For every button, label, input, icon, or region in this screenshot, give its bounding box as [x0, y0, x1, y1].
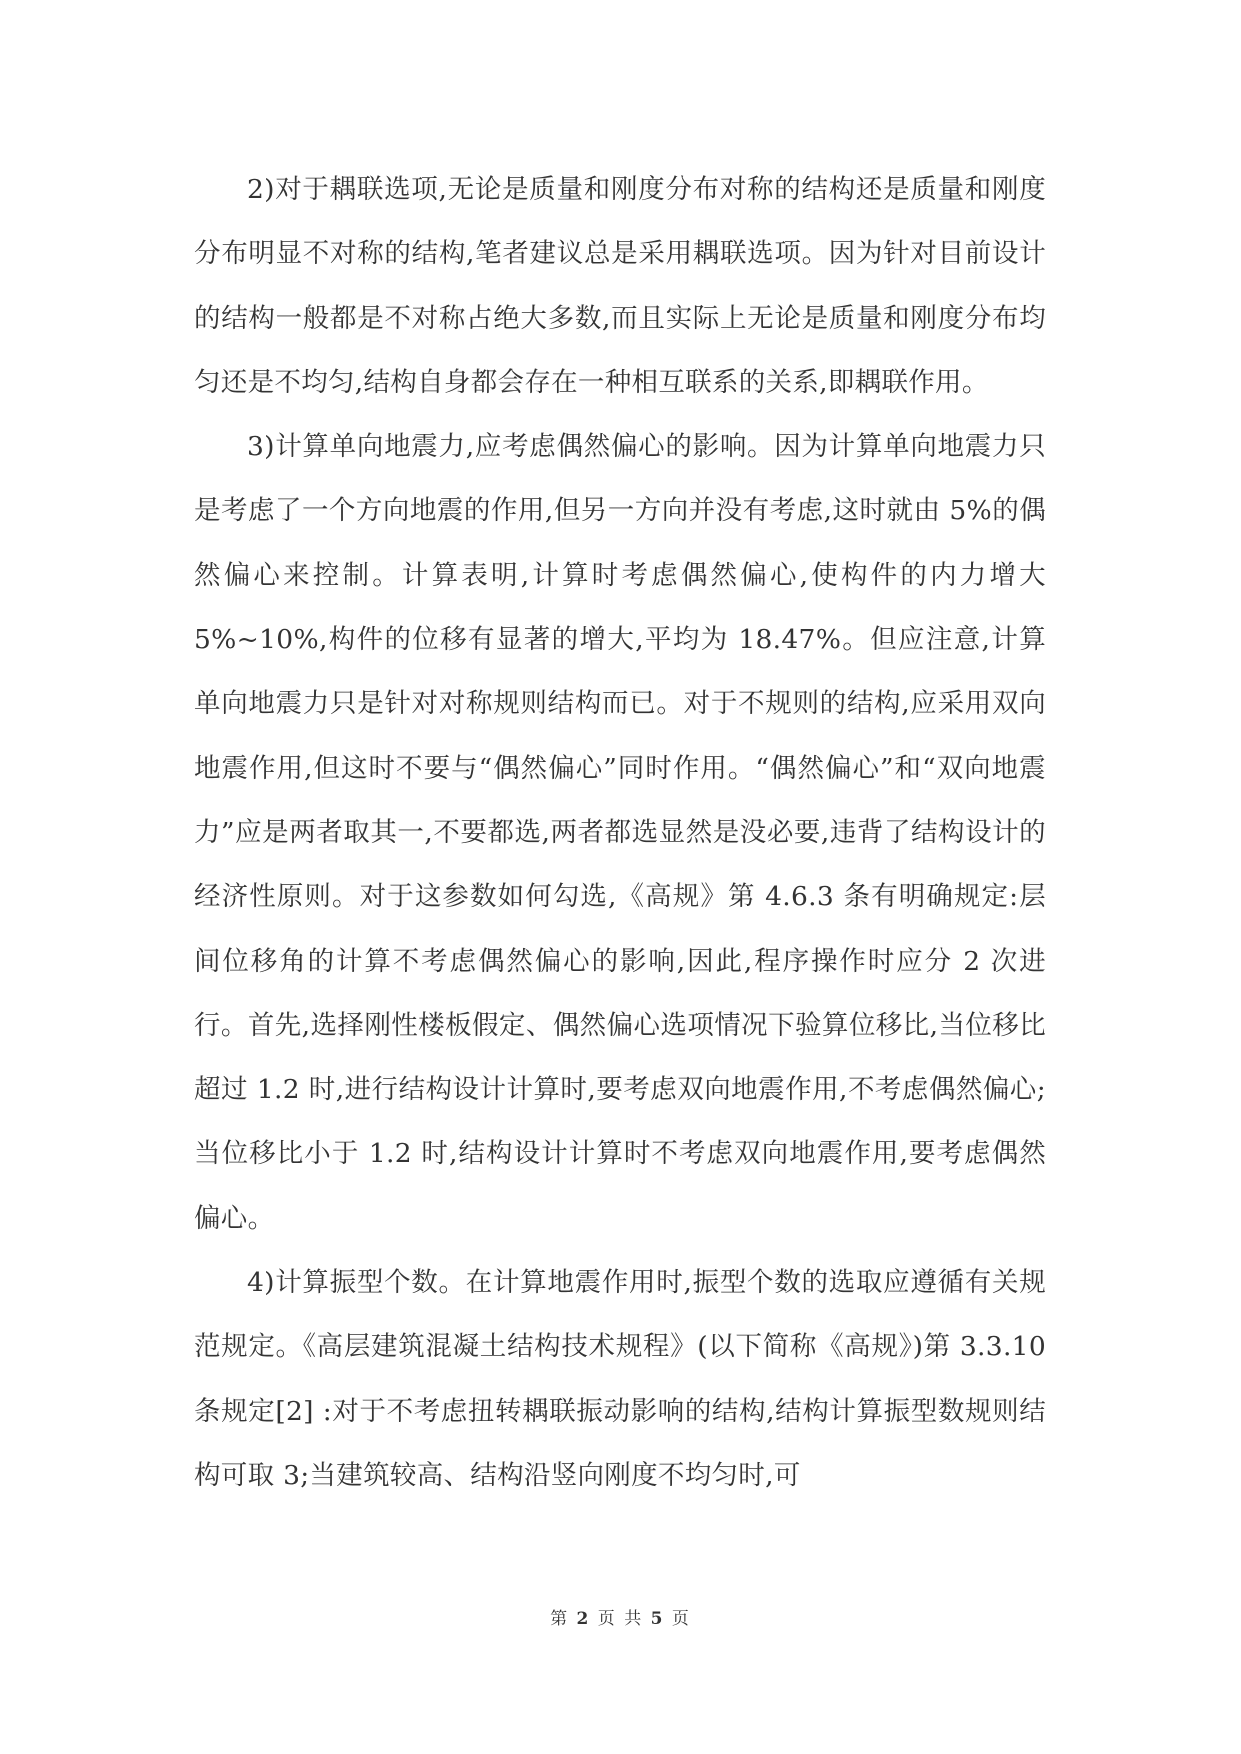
paragraph-mode-count: 4)计算振型个数。在计算地震作用时,振型个数的选取应遵循有关规范规定。《高层建筑混凝土结构技术规程》(以下简称《高规》)第 3.3.10 条规定[2] :对于不考虑扭转耦联振动影响的结构,结构计算振型数规则结构可取 3;当建筑较高、结构沿竖向刚度不均匀时,可 — [194, 1267, 1046, 1491]
footer-prefix: 第 — [550, 1609, 577, 1629]
paragraph-unidirectional-seismic: 3)计算单向地震力,应考虑偶然偏心的影响。因为计算单向地震力只是考虑了一个方向地震的作用,但另一方向并没有考虑,这时就由 5%的偶然偏心来控制。计算表明,计算时考虑偶然偏心,使构件的内力增大 5%~10%,构件的位移有显著的增大,平均为 18.47%。但应注意,计算单向地震力只是针对对称规则结构而已。对于不规则的结构,应采用双向地震作用,但这时不要与“偶然偏心”同时作用。“偶然偏心”和“双向地震力”应是两者取其一,不要都选,两者都选显然是没必要,违背了结构设计的经济性原则。对于这参数如何勾选,《高规》第 4.6.3 条有明确规定:层间位移角的计算不考虑偶然偏心的影响,因此,程序操作时应分 2 次进行。首先,选择刚性楼板假定、偶然偏心选项情况下验算位移比,当位移比超过 1.2 时,进行结构设计计算时,要考虑双向地震作用,不考虑偶然偏心;当位移比小于 1.2 时,结构设计计算时不考虑双向地震作用,要考虑偶然偏心。 — [194, 431, 1046, 1234]
footer-suffix: 页 — [664, 1609, 691, 1629]
document-body — [194, 158, 1046, 1508]
page-footer — [0, 1604, 1241, 1629]
footer-middle: 页 共 — [590, 1609, 651, 1629]
footer-page-number: 2 — [576, 1609, 591, 1629]
paragraph-coupling-option: 2)对于耦联选项,无论是质量和刚度分布对称的结构还是质量和刚度分布明显不对称的结构,笔者建议总是采用耦联选项。因为针对目前设计的结构一般都是不对称占绝大多数,而且实际上无论是质量和刚度分布均匀还是不均匀,结构自身都会存在一种相互联系的关系,即耦联作用。 — [194, 174, 1046, 398]
footer-total-pages: 5 — [650, 1609, 665, 1629]
